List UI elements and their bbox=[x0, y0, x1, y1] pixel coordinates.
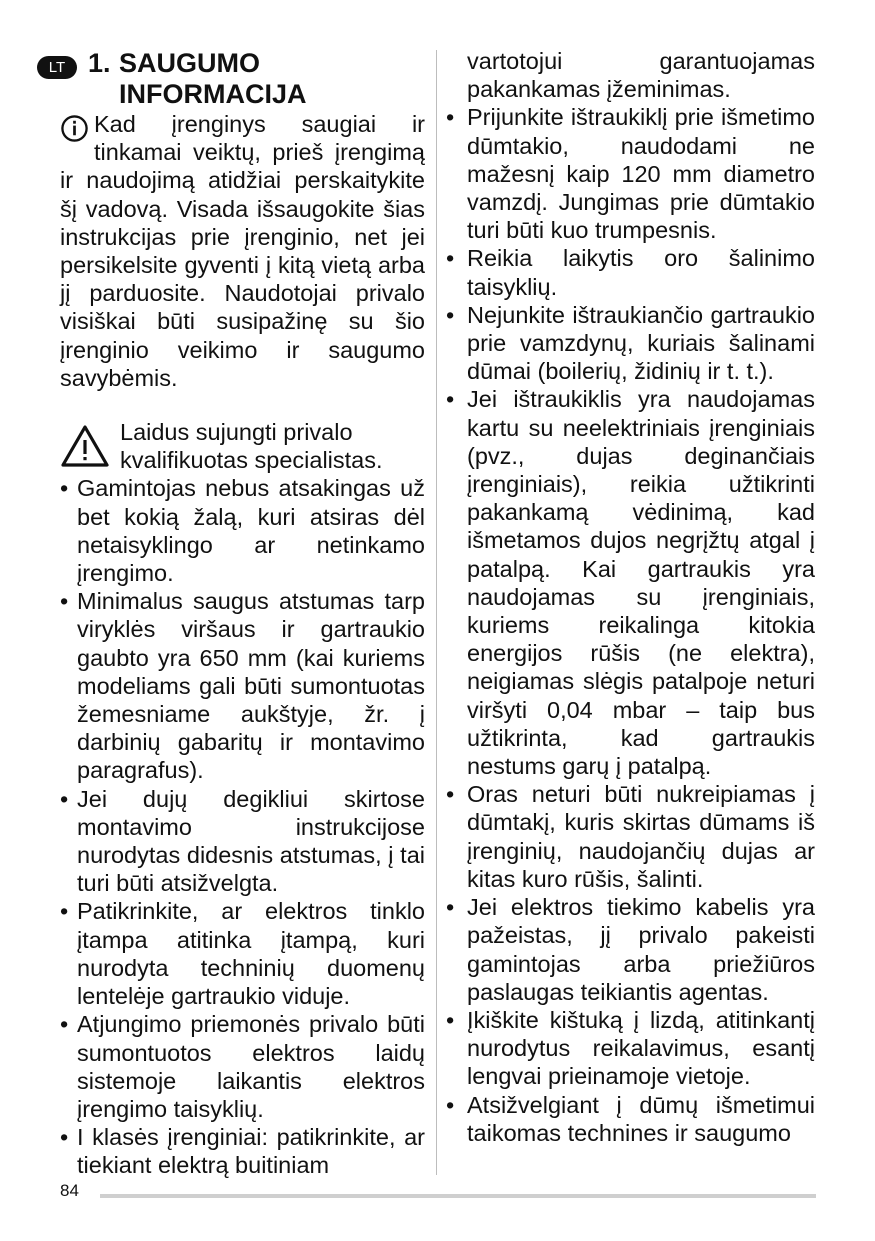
list-item: • Jei elektros tiekimo kabelis yra pažeistas, jį privalo pakeisti gamintojas arba priežiūros paslaugas teikiantis agentas. bbox=[446, 893, 815, 1006]
list-item: • Atsižvelgiant į dūmų išmetimui taikomas technines ir saugumo bbox=[446, 1091, 815, 1147]
warning-text: Laidus sujungti privalo kvalifikuotas specialistas. bbox=[120, 419, 383, 474]
list-item: • Įkiškite kištuką į lizdą, atitinkantį nurodytus reikalavimus, esantį lengvai prieinamoje vietoje. bbox=[446, 1006, 815, 1091]
page-number: 84 bbox=[60, 1181, 79, 1200]
list-item: • Minimalus saugus atstumas tarp viryklės viršaus ir gartraukio gaubto yra 650 mm (kai kuriems modeliams gali būti sumontuotas žemesniame aukštyje, žr. į darbinių gabaritų ir montavimo paragrafus). bbox=[60, 587, 425, 784]
warning-triangle-icon bbox=[60, 424, 110, 468]
list-item: • Atjungimo priemonės privalo būti sumontuotos elektros laidų sistemoje laikantis elektros įrengimo taisyklių. bbox=[60, 1010, 425, 1123]
footer-rule bbox=[100, 1194, 816, 1198]
column-divider bbox=[436, 50, 437, 1175]
list-item: • Reikia laikytis oro šalinimo taisyklių. bbox=[446, 244, 815, 300]
left-column bbox=[60, 110, 425, 1180]
list-item: • I klasės įrenginiai: patikrinkite, ar tiekiant elektrą buitiniam bbox=[60, 1123, 425, 1179]
right-bullet-list bbox=[446, 103, 815, 1147]
list-item: • Nejunkite ištraukiančio gartraukio prie vamzdynų, kuriais šalinami dūmai (boilerių, židinių ir t. t.). bbox=[446, 301, 815, 386]
intro-paragraph: Kad įrenginys saugiai ir tinkamai veiktų, prieš įrengimą ir naudojimą atidžiai perskaitykite šį vadovą. Visada išsaugokite šias instrukcijas prie įrenginio, net jei persikelsite gyventi į kitą vietą arba jį parduosite. Naudotojai privalo visiškai būti susipažinę su šio įrenginio veikimo ir saugumo savybėmis. bbox=[60, 111, 425, 391]
info-icon bbox=[60, 114, 89, 143]
right-column bbox=[446, 47, 815, 1147]
section-title: SAUGUMO INFORMACIJA bbox=[119, 48, 307, 109]
language-badge: LT bbox=[37, 56, 77, 79]
section-number: 1. bbox=[88, 48, 111, 78]
list-item: • Gamintojas nebus atsakingas už bet kokią žalą, kuri atsiras dėl netaisyklingo ar netinkamo įrengimo. bbox=[60, 474, 425, 587]
list-item: • Jei dujų degikliui skirtose montavimo instrukcijose nurodytas didesnis atstumas, į tai turi būti atsižvelgta. bbox=[60, 785, 425, 898]
warning-block bbox=[60, 418, 425, 474]
list-item: • Prijunkite ištraukiklį prie išmetimo dūmtakio, naudodami ne mažesnį kaip 120 mm diametro vamzdį. Jungimas prie dūmtakio turi būti kuo trumpesnis. bbox=[446, 103, 815, 244]
left-bullet-list bbox=[60, 474, 425, 1179]
list-item: • Jei ištraukiklis yra naudojamas kartu su neelektriniais įrenginiais (pvz., dujas deginančiais įrenginiais), reikia užtikrinti pakankamą vėdinimą, kad išmetamos dujos negrįžtų atgal į patalpą. Kai gartraukis yra naudojamas su įrenginiais, kuriems reikalinga kitokia energijos rūšis (ne elektra), neigiamas slėgis patalpoje neturi viršyti 0,04 mbar – taip bus užtikrinta, kad gartraukis nestums garų į patalpą. bbox=[446, 385, 815, 780]
list-item: • Patikrinkite, ar elektros tinklo įtampa atitinka įtampą, kuri nurodyta techninių duomenų lentelėje gartraukio viduje. bbox=[60, 897, 425, 1010]
list-item: • Oras neturi būti nukreipiamas į dūmtakį, kuris skirtas dūmams iš įrenginių, naudojančių dujas ar kitas kuro rūšis, šalinti. bbox=[446, 780, 815, 893]
continued-text: vartotojui garantuojamas pakankamas įžeminimas. bbox=[467, 48, 815, 103]
